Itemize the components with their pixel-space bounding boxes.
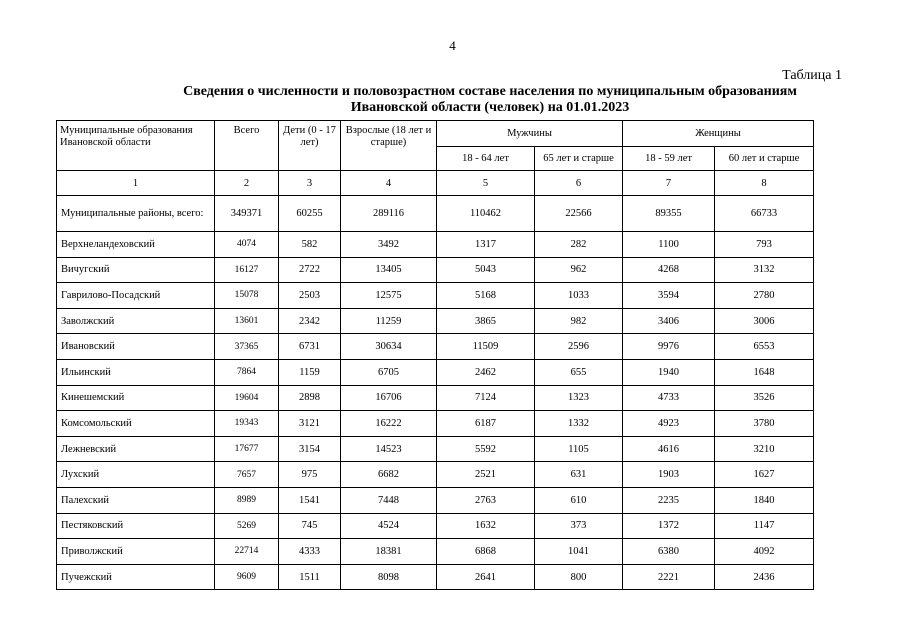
table-cell: 982	[535, 308, 623, 334]
table-label: Таблица 1	[782, 68, 842, 83]
table-cell: 800	[535, 564, 623, 590]
table-cell: 9976	[623, 334, 715, 360]
table-cell: 3210	[715, 436, 814, 462]
header-women-working-age: 18 - 59 лет	[623, 147, 715, 171]
table-cell: 1323	[535, 385, 623, 411]
table-cell: 1648	[715, 359, 814, 385]
table-cell: 6705	[341, 359, 437, 385]
municipality-name: Лухский	[57, 462, 215, 488]
municipality-name: Ильинский	[57, 359, 215, 385]
table-cell: 1541	[279, 487, 341, 513]
table-cell: 16127	[215, 257, 279, 283]
table-cell: 17677	[215, 436, 279, 462]
municipality-name: Гаврилово-Посадский	[57, 283, 215, 309]
table-cell: 4524	[341, 513, 437, 539]
table-cell: 8989	[215, 487, 279, 513]
table-cell: 12575	[341, 283, 437, 309]
table-cell: 793	[715, 232, 814, 258]
table-cell: 975	[279, 462, 341, 488]
table-row	[57, 436, 814, 462]
table-cell: 2722	[279, 257, 341, 283]
table-cell: 1317	[437, 232, 535, 258]
table-cell: 1511	[279, 564, 341, 590]
table-cell: 962	[535, 257, 623, 283]
table-cell: 631	[535, 462, 623, 488]
table-cell: 6731	[279, 334, 341, 360]
table-row	[57, 359, 814, 385]
table-cell: 1105	[535, 436, 623, 462]
table-cell: 2596	[535, 334, 623, 360]
table-cell: 5168	[437, 283, 535, 309]
municipality-name: Верхнеландеховский	[57, 232, 215, 258]
municipality-name: Лежневский	[57, 436, 215, 462]
table-cell: 1372	[623, 513, 715, 539]
table-cell: 18381	[341, 539, 437, 565]
table-row	[57, 283, 814, 309]
table-cell: 3526	[715, 385, 814, 411]
header-men: Мужчины	[437, 121, 623, 147]
column-number: 1	[57, 171, 215, 196]
table-row	[57, 308, 814, 334]
table-cell: 2780	[715, 283, 814, 309]
table-cell: 3492	[341, 232, 437, 258]
table-cell: 110462	[437, 196, 535, 232]
table-cell: 2221	[623, 564, 715, 590]
table-cell: 6682	[341, 462, 437, 488]
table-cell: 4616	[623, 436, 715, 462]
table-cell: 14523	[341, 436, 437, 462]
header-men-working-age: 18 - 64 лет	[437, 147, 535, 171]
table-cell: 16222	[341, 411, 437, 437]
table-cell: 19604	[215, 385, 279, 411]
table-cell: 2342	[279, 308, 341, 334]
table-cell: 3121	[279, 411, 341, 437]
table-cell: 3865	[437, 308, 535, 334]
municipality-name: Муниципальные районы, всего:	[57, 196, 215, 232]
table-cell: 2235	[623, 487, 715, 513]
header-women-senior: 60 лет и старше	[715, 147, 814, 171]
column-number: 8	[715, 171, 814, 196]
table-cell: 6187	[437, 411, 535, 437]
table-cell: 1159	[279, 359, 341, 385]
municipality-name: Ивановский	[57, 334, 215, 360]
table-cell: 745	[279, 513, 341, 539]
table-cell: 13405	[341, 257, 437, 283]
table-cell: 7657	[215, 462, 279, 488]
table-cell: 4923	[623, 411, 715, 437]
table-cell: 60255	[279, 196, 341, 232]
table-row	[57, 462, 814, 488]
table-cell: 4074	[215, 232, 279, 258]
table-cell: 4268	[623, 257, 715, 283]
table-cell: 373	[535, 513, 623, 539]
table-cell: 16706	[341, 385, 437, 411]
table-cell: 22714	[215, 539, 279, 565]
table-cell: 1332	[535, 411, 623, 437]
header-women: Женщины	[623, 121, 814, 147]
table-cell: 3780	[715, 411, 814, 437]
municipality-name: Пучежский	[57, 564, 215, 590]
document-title	[90, 84, 890, 116]
column-number-row	[57, 171, 814, 196]
table-cell: 2641	[437, 564, 535, 590]
table-cell: 610	[535, 487, 623, 513]
table-cell: 4092	[715, 539, 814, 565]
table-row	[57, 257, 814, 283]
table-cell: 66733	[715, 196, 814, 232]
table-cell: 30634	[341, 334, 437, 360]
table-row	[57, 385, 814, 411]
table-cell: 7448	[341, 487, 437, 513]
header-adults: Взрослые (18 лет и старше)	[341, 121, 437, 171]
table-cell: 2521	[437, 462, 535, 488]
municipality-name: Кинешемский	[57, 385, 215, 411]
table-cell: 7124	[437, 385, 535, 411]
title-line-2: Ивановской области (человек) на 01.01.2023	[350, 100, 630, 115]
table-cell: 37365	[215, 334, 279, 360]
table-cell: 3006	[715, 308, 814, 334]
table-cell: 655	[535, 359, 623, 385]
table-cell: 5269	[215, 513, 279, 539]
table-cell: 13601	[215, 308, 279, 334]
table-cell: 4333	[279, 539, 341, 565]
column-number: 6	[535, 171, 623, 196]
table-cell: 7864	[215, 359, 279, 385]
table-cell: 19343	[215, 411, 279, 437]
municipality-name: Заволжский	[57, 308, 215, 334]
table-cell: 9609	[215, 564, 279, 590]
table-cell: 6868	[437, 539, 535, 565]
table-cell: 5592	[437, 436, 535, 462]
column-number: 4	[341, 171, 437, 196]
table-cell: 4733	[623, 385, 715, 411]
table-cell: 89355	[623, 196, 715, 232]
municipality-name: Палехский	[57, 487, 215, 513]
table-cell: 5043	[437, 257, 535, 283]
table-row	[57, 232, 814, 258]
municipality-name: Пестяковский	[57, 513, 215, 539]
table-cell: 6380	[623, 539, 715, 565]
municipality-name: Вичугский	[57, 257, 215, 283]
table-row	[57, 539, 814, 565]
header-total: Всего	[215, 121, 279, 171]
table-cell: 11259	[341, 308, 437, 334]
column-number: 2	[215, 171, 279, 196]
table-cell: 1147	[715, 513, 814, 539]
table-row	[57, 487, 814, 513]
page-number: 4	[449, 38, 456, 53]
table-cell: 8098	[341, 564, 437, 590]
table-cell: 282	[535, 232, 623, 258]
table-cell: 2763	[437, 487, 535, 513]
table-cell: 1632	[437, 513, 535, 539]
table-cell: 1100	[623, 232, 715, 258]
table-cell: 3154	[279, 436, 341, 462]
table-cell: 3132	[715, 257, 814, 283]
header-men-senior: 65 лет и старше	[535, 147, 623, 171]
table-cell: 2898	[279, 385, 341, 411]
table-cell: 1903	[623, 462, 715, 488]
table-cell: 349371	[215, 196, 279, 232]
column-number: 3	[279, 171, 341, 196]
municipality-name: Приволжский	[57, 539, 215, 565]
table-cell: 3594	[623, 283, 715, 309]
table-cell: 2436	[715, 564, 814, 590]
header-children: Дети (0 - 17 лет)	[279, 121, 341, 171]
table-row	[57, 513, 814, 539]
municipality-name: Комсомольский	[57, 411, 215, 437]
table-cell: 1940	[623, 359, 715, 385]
table-row	[57, 411, 814, 437]
column-number: 7	[623, 171, 715, 196]
table-cell: 3406	[623, 308, 715, 334]
table-cell: 289116	[341, 196, 437, 232]
header-municipality: Муниципальные образования Ивановской области	[57, 121, 215, 171]
table-cell: 11509	[437, 334, 535, 360]
table-cell: 2503	[279, 283, 341, 309]
title-line-1: Сведения о численности и половозрастном составе населения по муниципальным образованиям	[183, 84, 797, 99]
population-table	[56, 120, 814, 590]
table-cell: 1033	[535, 283, 623, 309]
table-cell: 6553	[715, 334, 814, 360]
table-cell: 1840	[715, 487, 814, 513]
table-row-total	[57, 196, 814, 232]
table-cell: 22566	[535, 196, 623, 232]
table-cell: 582	[279, 232, 341, 258]
table-cell: 1627	[715, 462, 814, 488]
table-cell: 1041	[535, 539, 623, 565]
table-row	[57, 334, 814, 360]
table-row	[57, 564, 814, 590]
table-cell: 15078	[215, 283, 279, 309]
table-cell: 2462	[437, 359, 535, 385]
column-number: 5	[437, 171, 535, 196]
